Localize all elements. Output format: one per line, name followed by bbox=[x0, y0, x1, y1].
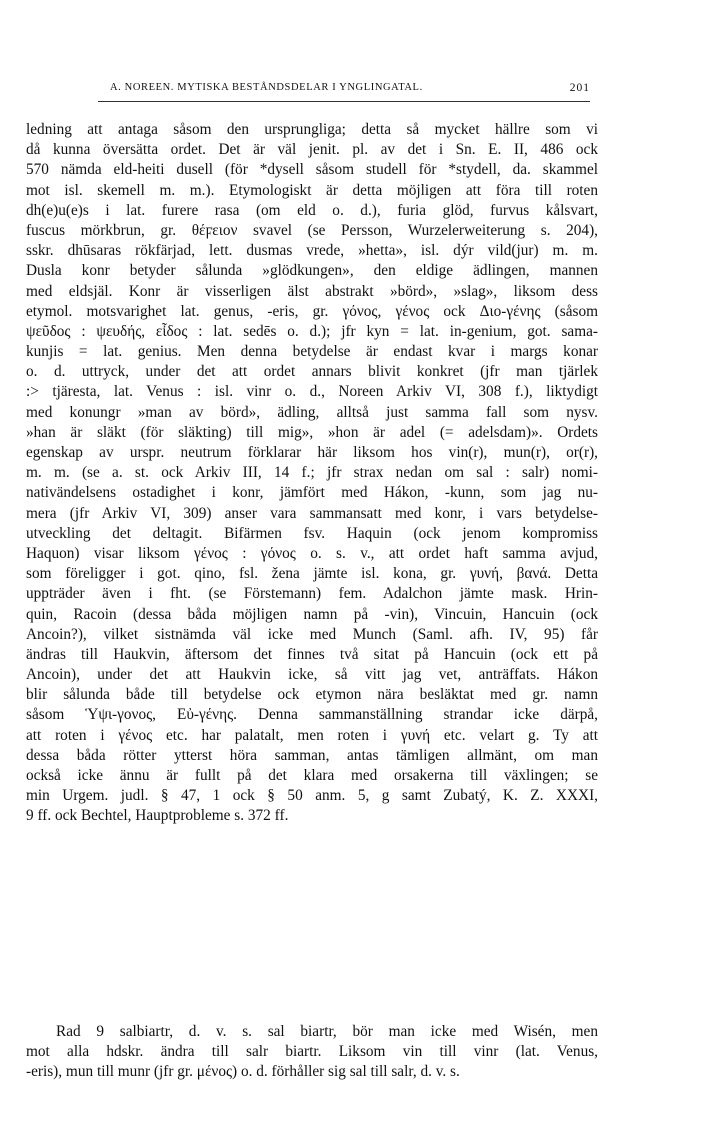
text-line: egenskap av urspr. neutrum förklarar här liksom hos vin(r), mun(r), or(r), bbox=[26, 444, 598, 461]
text-line: dessa båda rötter ytterst höra samman, antas tämligen allmänt, om man bbox=[26, 746, 598, 764]
text-line: såsom Ὑψι-γονος, Εὐ-γένης. Denna sammanställning strandar icke därpå, bbox=[26, 706, 598, 724]
text-line: o. d. uttryck, under det att ordet annars blivit konkret (jfr man tjärlek bbox=[26, 363, 598, 381]
text-line: 570 nämda eld-heiti dusell (för *dysell såsom studell för *stydell, da. skammel bbox=[26, 161, 598, 179]
text-line: utveckling det deltagit. Bifärmen fsv. Haquin (ock jenom kompromiss bbox=[26, 524, 598, 542]
text-line: etymol. motsvarighet lat. genus, -eris, gr. γόνος, γένος ock Διο-γένης (såsom bbox=[26, 302, 598, 320]
text-line: sskr. dhūsaras rökfärjad, lett. dusmas vrede, »hetta», isl. dýr vild(jur) m. m. bbox=[26, 242, 598, 260]
text-line: med eldsjäl. Konr är visserligen älst abstrakt »börd», »slag», liksom dess bbox=[26, 282, 598, 300]
text-line: quin, Racoin (dessa båda möjligen namn på -vin), Vincuin, Hancuin (ock bbox=[26, 605, 598, 623]
text-line: då kunna översätta ordet. Det är väl jenit. pl. av det i Sn. E. II, 486 ock bbox=[26, 141, 598, 159]
text-line: ψεῦδος : ψευδής, εἶδος : lat. sedēs o. d.); jfr kyn = lat. in-genium, got. sama- bbox=[26, 322, 598, 340]
text-line: med konungr »man av börd», ädling, alltså just samma fall som nysv. bbox=[26, 403, 598, 421]
text-line: ändras till Haukvin, äftersom det finnes två sitat på Hancuin (ock ett på bbox=[26, 645, 598, 663]
text-line: mot alla hdskr. ändra till salr biartr. Liksom vin till vinr (lat. Venus, bbox=[26, 1043, 598, 1061]
text-line: blir sålunda både till betydelse ock etymon nära besläktat med gr. namn bbox=[26, 686, 598, 704]
text-line: som föreligger i got. qino, fsl. žena jämte isl. kona, gr. γυνή, βανά. Detta bbox=[26, 565, 598, 583]
text-line: uppträder även i fht. (se Förstemann) fem. Adalchon jämte mask. Hrin- bbox=[26, 585, 598, 603]
text-line: mot isl. skemell m. m.). Etymologiskt är detta möjligen att föra till roten bbox=[26, 181, 598, 199]
text-line: Ancoin), under det att Haukvin icke, så vitt jag vet, anträffats. Hákon bbox=[26, 666, 598, 684]
text-line: dh(e)u(e)s i lat. furere rasa (om eld o. d.), furia glöd, furvus kålsvart, bbox=[26, 201, 598, 219]
text-line: Ancoin?), vilket sistnämda väl icke med Munch (Saml. afh. IV, 95) får bbox=[26, 625, 598, 643]
page-number: 201 bbox=[569, 82, 590, 94]
paragraph-1 bbox=[26, 120, 598, 827]
header-rule bbox=[98, 101, 590, 102]
text-line: 9 ff. ock Bechtel, Hauptprobleme s. 372 ff. bbox=[26, 807, 289, 825]
text-line: fuscus mörkbrun, gr. θέϝειον svavel (se Persson, Wurzelerweiterung s. 204), bbox=[26, 221, 598, 239]
text-line: kunjis = lat. genius. Men denna betydelse är endast kvar i margs konar bbox=[26, 343, 598, 361]
text-line: ledning att antaga såsom den ursprungliga; detta så mycket hällre som vi bbox=[26, 121, 598, 138]
text-line: m. m. (se a. st. ock Arkiv III, 14 f.; jfr strax nedan om sal : salr) nomi- bbox=[26, 464, 598, 482]
text-line: min Urgem. judl. § 47, 1 ock § 50 anm. 5, g samt Zubatý, K. Z. XXXI, bbox=[26, 787, 598, 805]
text-line: mera (jfr Arkiv VI, 309) anser vara sammansatt med konr, i vars betydelse- bbox=[26, 504, 598, 522]
text-line: :> tjäresta, lat. Venus : isl. vinr o. d., Noreen Arkiv VI, 308 f.), liktydigt bbox=[26, 383, 598, 401]
running-header bbox=[98, 82, 590, 98]
text-line: Rad 9 salbiartr, d. v. s. sal biartr, bör man icke med Wisén, men bbox=[56, 1023, 598, 1040]
paragraph-2 bbox=[26, 1022, 598, 1083]
text-line: att roten i γένος etc. har palatalt, men roten i γυνή etc. velart g. Ty att bbox=[26, 726, 598, 744]
text-line: Dusla konr betyder sålunda »glödkungen», den eldige ädlingen, mannen bbox=[26, 262, 598, 280]
text-line: också icke ännu är fullt på det klara med orsakerna till växlingen; se bbox=[26, 767, 598, 784]
text-line: nativändelsens ostadighet i konr, jämfört med Hákon, -kunn, som jag nu- bbox=[26, 484, 598, 502]
text-line: Haquon) visar liksom γένος : γόνος o. s. v., att ordet haft samma avjud, bbox=[26, 544, 598, 562]
text-line: »han är släkt (för släkting) till mig», »hon är adel (= adelsdam)». Ordets bbox=[26, 423, 598, 441]
running-title: A. NOREEN. MYTISKA BESTÅNDSDELAR I YNGLINGATAL. bbox=[110, 82, 423, 93]
text-line: -eris), mun till munr (jfr gr. μένος) o. d. förhåller sig sal till salr, d. v. s. bbox=[26, 1063, 460, 1081]
